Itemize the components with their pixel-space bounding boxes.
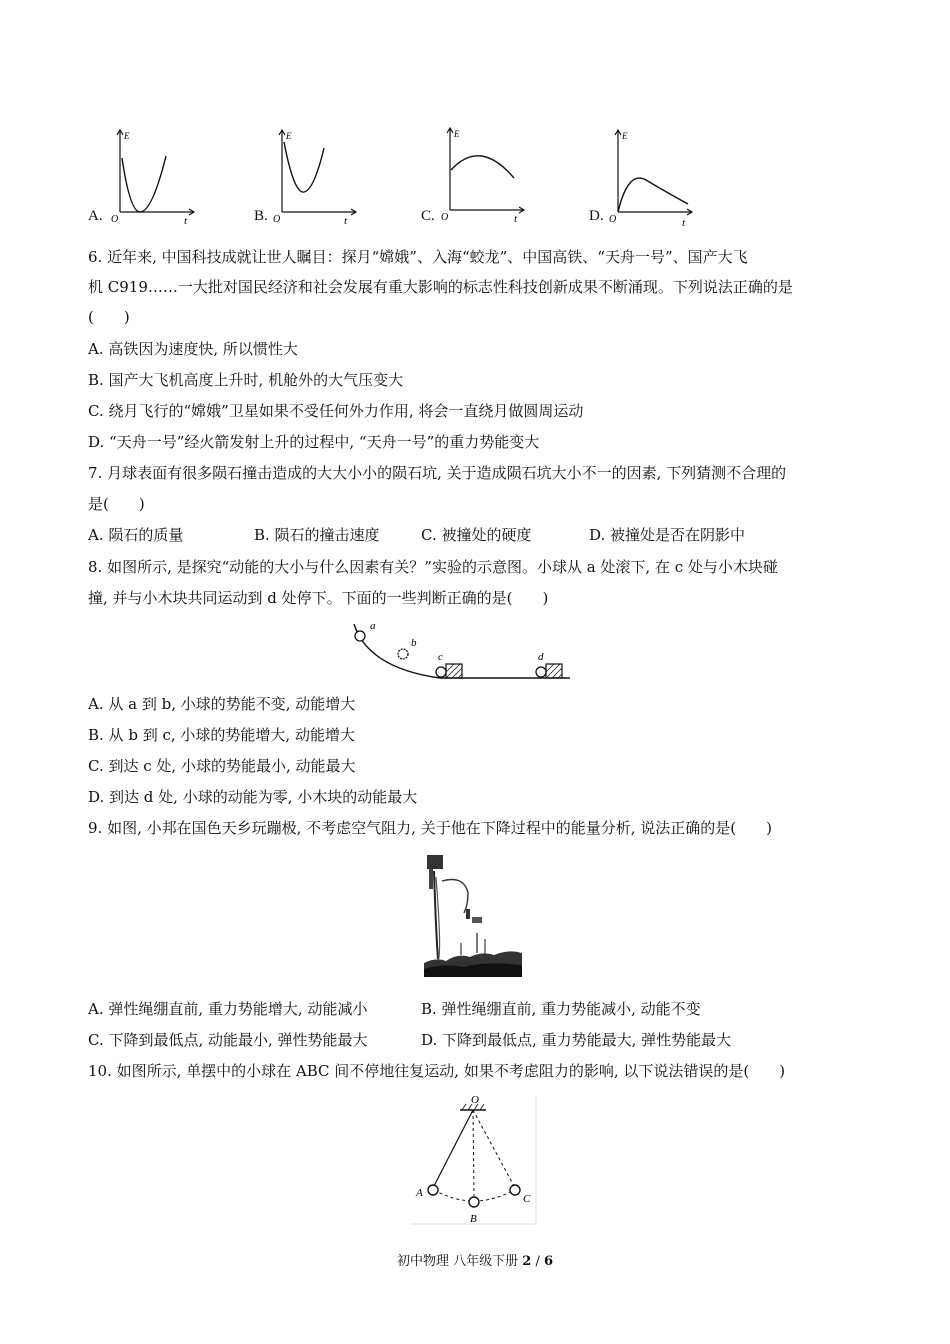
graph-a [108,126,198,226]
graph-b-origin: O [273,214,281,225]
q9-option-c: C. 下降到最低点, 动能最小, 弹性势能最大 [88,1031,368,1049]
q9-option-b: B. 弹性绳绷直前, 重力势能减小, 动能不变 [421,1000,701,1018]
footer-page: 2 [522,1254,532,1269]
footer-separator: / [535,1254,540,1269]
q8-stem-line2: 撞, 并与小木块共同运动到 d 处停下。下面的一些判断正确的是( ) [88,589,549,607]
q9-bungee-image [424,853,522,977]
q8-option-d: D. 到达 d 处, 小球的动能为零, 小木块的动能最大 [88,788,418,806]
graph-d-label: D. [589,208,604,224]
graph-d [608,126,698,226]
graph-c-origin: O [441,212,449,223]
q9-option-a: A. 弹性绳绷直前, 重力势能增大, 动能减小 [88,1000,368,1018]
graph-c [440,124,530,224]
q6-option-d: D. “天舟一号”经火箭发射上升的过程中, “天舟一号”的重力势能变大 [88,433,540,451]
q8-label-c: c [438,651,443,663]
q9-stem-line1: 9. 如图, 小邦在国色天乡玩蹦极, 不考虑空气阻力, 关于他在下降过程中的能量分析, 说法正确的是( ) [88,819,772,837]
ball-a [355,631,365,641]
graph-b-label: B. [254,208,268,224]
q6-option-b: B. 国产大飞机高度上升时, 机舱外的大气压变大 [88,371,404,389]
q10-label-c: C [523,1193,531,1205]
graph-b [272,126,362,226]
ball-c [436,667,446,677]
graph-options-row [0,120,950,230]
q6-option-c: C. 绕月飞行的“嫦娥”卫星如果不受任何外力作用, 将会一直绕月做圆周运动 [88,402,584,420]
graph-a-label: A. [88,208,103,224]
ball-A [428,1185,438,1195]
q8-option-b: B. 从 b 到 c, 小球的势能增大, 动能增大 [88,726,355,744]
ball-B [469,1197,479,1207]
ball-b [398,649,408,659]
q10-pendulum-figure [410,1094,540,1226]
graph-d-x-label: t [682,217,686,226]
q7-stem-line1: 7. 月球表面有很多陨石撞击造成的大大小小的陨石坑, 关于造成陨石坑大小不一的因素, 下列猜测不合理的 [88,464,787,482]
q7-option-b: B. 陨石的撞击速度 [254,526,380,544]
q7-option-d: D. 被撞处是否在阴影中 [589,526,746,544]
q10-label-o: O [471,1094,479,1106]
ball-d [536,667,546,677]
graph-d-origin: O [609,214,617,225]
graph-c-x-label: t [514,213,518,224]
q8-stem-line1: 8. 如图所示, 是探究“动能的大小与什么因素有关？”实验的示意图。小球从 a 处滚下, 在 c 处与小木块碰 [88,558,778,576]
q8-option-c: C. 到达 c 处, 小球的势能最小, 动能最大 [88,757,356,775]
graph-a-origin: O [111,214,119,225]
q8-label-b: b [411,637,417,649]
ball-C [510,1185,520,1195]
graph-a-y-label: E [124,131,130,141]
q8-label-a: a [370,620,376,632]
q10-label-a: A [416,1187,423,1199]
q8-ramp-figure [350,616,580,686]
footer-total: 6 [543,1254,554,1269]
q6-option-a: A. 高铁因为速度快, 所以惯性大 [88,340,298,358]
q8-option-a: A. 从 a 到 b, 小球的势能不变, 动能增大 [88,695,356,713]
q7-stem-line2: 是( ) [88,495,145,513]
graph-c-y-label: E [454,129,460,139]
q10-stem-line1: 10. 如图所示, 单摆中的小球在 ABC 间不停地往复运动, 如果不考虑阻力的影响, 以下说法错误的是( ) [88,1062,786,1080]
graph-b-y-label: E [286,131,292,141]
graph-c-label: C. [421,208,435,224]
q6-stem-line1: 6. 近年来, 中国科技成就让世人瞩目：探月“嫦娥”、入海“蛟龙”、中国高铁、“天舟一号”、国产大飞 [88,248,748,266]
q6-stem-line3: ( ) [88,308,130,326]
graph-a-x-label: t [184,215,188,226]
graph-b-x-label: t [344,215,348,226]
q7-option-a: A. 陨石的质量 [88,526,184,544]
footer-title: 初中物理 八年级下册 [396,1254,519,1269]
q7-option-c: C. 被撞处的硬度 [421,526,532,544]
q9-option-d: D. 下降到最低点, 重力势能最大, 弹性势能最大 [421,1031,732,1049]
q10-label-b: B [470,1213,477,1225]
q6-stem-line2: 机 C919……一大批对国民经济和社会发展有重大影响的标志性科技创新成果不断涌现。下列说法正确的是 [88,278,793,296]
q8-label-d: d [538,651,544,663]
page-footer [0,1250,950,1269]
graph-d-y-label: E [622,131,628,141]
